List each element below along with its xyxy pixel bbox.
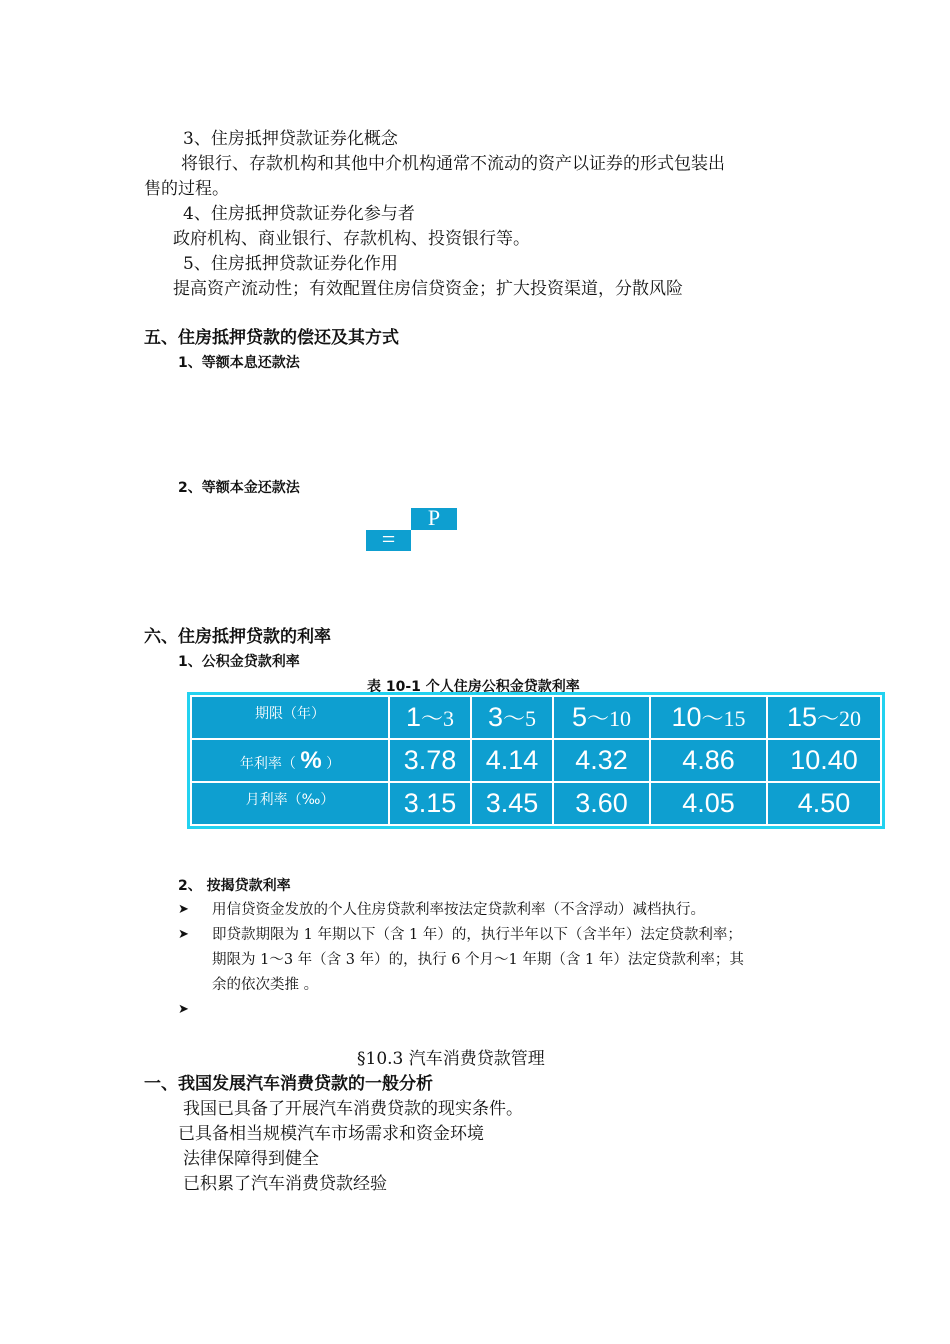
row-label-annual-text: 年利率（ xyxy=(239,755,296,772)
row-label-term-text: 期限（年） xyxy=(255,706,325,722)
arrowhead-bullet-icon: ➤ xyxy=(178,902,189,917)
monthly-rate-cell: 4.50 xyxy=(767,782,881,825)
item3-text-line2: 售的过程。 xyxy=(144,179,229,199)
header-b: ～15 xyxy=(701,706,746,731)
row-label-term xyxy=(191,696,389,739)
header-b: ～5 xyxy=(503,706,537,731)
chapter-title: §10.3 汽车消费贷款管理 xyxy=(357,1049,545,1069)
provident-fund-rate-table xyxy=(190,695,882,826)
header-a: 15 xyxy=(786,702,818,732)
header-cell xyxy=(650,696,767,739)
analysis-line: 我国已具备了开展汽车消费贷款的现实条件。 xyxy=(183,1099,523,1119)
section5-sub2: 2、等额本金还款法 xyxy=(178,480,300,496)
header-a: 10 xyxy=(671,702,702,732)
formula-p-box xyxy=(411,505,457,530)
table-row xyxy=(191,739,881,782)
section5-sub1: 1、等额本息还款法 xyxy=(178,355,300,371)
bullet-2-line2: 期限为 1～3 年（含 3 年）的，执行 6 个月～1 年期（含 1 年）法定贷款利率；其 xyxy=(212,952,744,968)
row-label-annual xyxy=(191,739,389,782)
annual-rate-cell: 10.40 xyxy=(767,739,881,782)
header-b: ～3 xyxy=(421,706,455,731)
formula-equals-box xyxy=(366,527,411,553)
item5-title: 5、住房抵押贷款证券化作用 xyxy=(183,254,398,274)
annual-rate-cell: 4.32 xyxy=(553,739,650,782)
header-cell xyxy=(767,696,881,739)
monthly-rate-cell: 3.60 xyxy=(553,782,650,825)
annual-rate-cell: 3.78 xyxy=(389,739,471,782)
section5-heading: 五、住房抵押贷款的偿还及其方式 xyxy=(144,328,399,348)
monthly-rate-cell: 3.45 xyxy=(471,782,553,825)
bullet-2-line3: 余的依次类推 。 xyxy=(212,977,319,993)
item5-text: 提高资产流动性；有效配置住房信贷资金；扩大投资渠道，分散风险 xyxy=(173,279,683,299)
header-a: 3 xyxy=(487,702,503,732)
analysis-line: 法律保障得到健全 xyxy=(183,1149,319,1169)
section6-heading-text: 六、住房抵押贷款的利率 xyxy=(144,627,331,647)
formula-p: P xyxy=(427,505,441,530)
bullet-1-text: 用信贷资金发放的个人住房贷款利率按法定贷款利率（不含浮动）减档执行。 xyxy=(212,902,705,918)
item3-title: 3、住房抵押贷款证券化概念 xyxy=(183,129,398,149)
section-1-heading: 一、我国发展汽车消费贷款的一般分析 xyxy=(144,1074,433,1094)
header-cell xyxy=(553,696,650,739)
row-label-monthly xyxy=(191,782,389,825)
header-a: 5 xyxy=(571,702,587,732)
table-caption: 表 10-1 个人住房公积金贷款利率 xyxy=(367,679,580,695)
section6-heading xyxy=(144,626,331,648)
table-row xyxy=(191,782,881,825)
arrowhead-bullet-icon: ➤ xyxy=(178,927,189,942)
analysis-line: 已具备相当规模汽车市场需求和资金环境 xyxy=(178,1124,484,1144)
monthly-rate-cell: 4.05 xyxy=(650,782,767,825)
annual-rate-cell: 4.86 xyxy=(650,739,767,782)
monthly-rate-cell: 3.15 xyxy=(389,782,471,825)
header-b: ～10 xyxy=(587,706,632,731)
item4-text: 政府机构、商业银行、存款机构、投资银行等。 xyxy=(173,229,530,249)
bullet-2-line1: 即贷款期限为 1 年期以下（含 1 年）的，执行半年以下（含半年）法定贷款利率； xyxy=(212,927,742,943)
header-cell xyxy=(471,696,553,739)
percent-symbol: % xyxy=(300,746,322,774)
header-b: ～20 xyxy=(817,706,862,731)
formula-equals: = xyxy=(381,527,396,553)
header-a: 1 xyxy=(405,702,421,732)
analysis-line: 已积累了汽车消费贷款经验 xyxy=(183,1174,387,1194)
paren-close: ） xyxy=(326,755,341,772)
section6-sub2: 2、 按揭贷款利率 xyxy=(178,878,291,894)
header-cell xyxy=(389,696,471,739)
table-row xyxy=(191,696,881,739)
item4-title: 4、住房抵押贷款证券化参与者 xyxy=(183,204,415,224)
arrowhead-bullet-icon: ➤ xyxy=(178,1002,189,1017)
row-label-monthly-text: 月利率（‰） xyxy=(245,792,335,808)
section6-sub1: 1、公积金贷款利率 xyxy=(178,654,300,670)
annual-rate-cell: 4.14 xyxy=(471,739,553,782)
item3-text-line1: 将银行、存款机构和其他中介机构通常不流动的资产以证券的形式包装出 xyxy=(181,154,725,174)
